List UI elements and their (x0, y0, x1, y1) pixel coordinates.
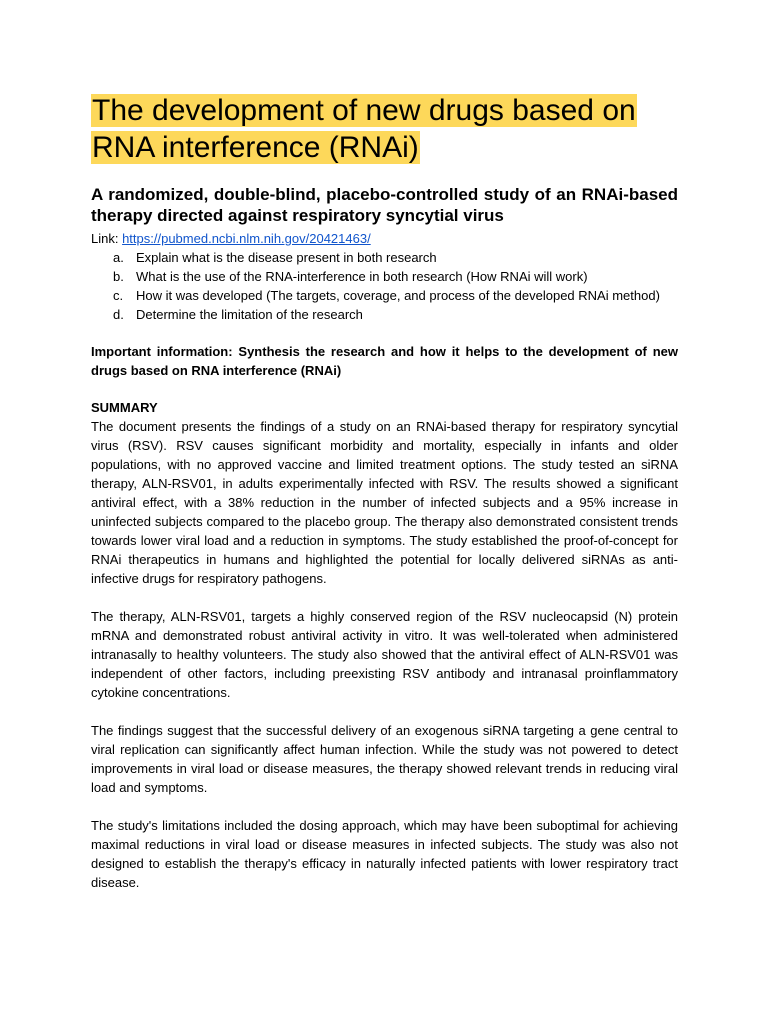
document-title-highlight: The development of new drugs based on RNA interference (RNAi) (92, 94, 636, 164)
task-text: What is the use of the RNA-interference in both research (How RNAi will work) (136, 269, 588, 284)
task-item (91, 267, 678, 286)
study-subtitle: A randomized, double-blind, placebo-controlled study of an RNAi-based therapy directed against respiratory syncytial virus (91, 185, 678, 225)
task-text: Explain what is the disease present in both research (136, 250, 437, 265)
task-marker: b. (113, 269, 124, 284)
task-item (91, 248, 678, 267)
summary-paragraph: The therapy, ALN-RSV01, targets a highly conserved region of the RSV nucleocapsid (N) protein mRNA and demonstrated robust antiviral activity in vitro. It was well-tolerated when administered intranasally to healthy volunteers. The study also showed that the antiviral effect of ALN-RSV01 was independent of other factors, including preexisting RSV antibody and intranasal proinflammatory cytokine concentrations. (91, 609, 678, 700)
summary-paragraph: The document presents the findings of a study on an RNAi-based therapy for respiratory syncytial virus (RSV). RSV causes significant morbidity and mortality, especially in infants and older populations, with no approved vaccine and limited treatment options. The study tested an siRNA therapy, ALN-RSV01, in adults experimentally infected with RSV. The results showed a significant antiviral effect, with a 38% reduction in the number of infected subjects and a 95% increase in uninfected subjects compared to the placebo group. The therapy also demonstrated consistent trends towards lower viral load and a reduction in symptoms. The study established the proof-of-concept for RNAi therapeutics in humans and highlighted the potential for locally delivered siRNAs as anti-infective drugs for respiratory pathogens. (91, 419, 678, 586)
summary-paragraph: The study's limitations included the dosing approach, which may have been suboptimal for achieving maximal reductions in viral load or disease measures in infected subjects. The study was also not designed to establish the therapy's efficacy in naturally infected patients with lower respiratory tract disease. (91, 818, 678, 890)
summary-heading: SUMMARY (91, 400, 158, 415)
link-line (91, 230, 678, 248)
task-item (91, 286, 678, 305)
pubmed-link[interactable]: https://pubmed.ncbi.nlm.nih.gov/20421463/ (122, 231, 371, 246)
task-list (91, 248, 678, 324)
important-information: Important information: Synthesis the research and how it helps to the development of new drugs based on RNA interference (RNAi) (91, 344, 678, 378)
document-title (91, 92, 678, 166)
task-marker: a. (113, 250, 124, 265)
document-content (91, 92, 678, 911)
task-text: Determine the limitation of the research (136, 307, 363, 322)
link-label: Link: (91, 231, 123, 246)
summary-paragraph: The findings suggest that the successful delivery of an exogenous siRNA targeting a gene central to viral replication can significantly affect human infection. While the study was not powered to detect improvements in viral load or disease measures, the therapy showed relevant trends in reducing viral load and symptoms. (91, 723, 678, 795)
task-text: How it was developed (The targets, coverage, and process of the developed RNAi method) (136, 288, 660, 303)
task-item (91, 305, 678, 324)
task-marker: d. (113, 307, 124, 322)
task-marker: c. (113, 288, 124, 303)
